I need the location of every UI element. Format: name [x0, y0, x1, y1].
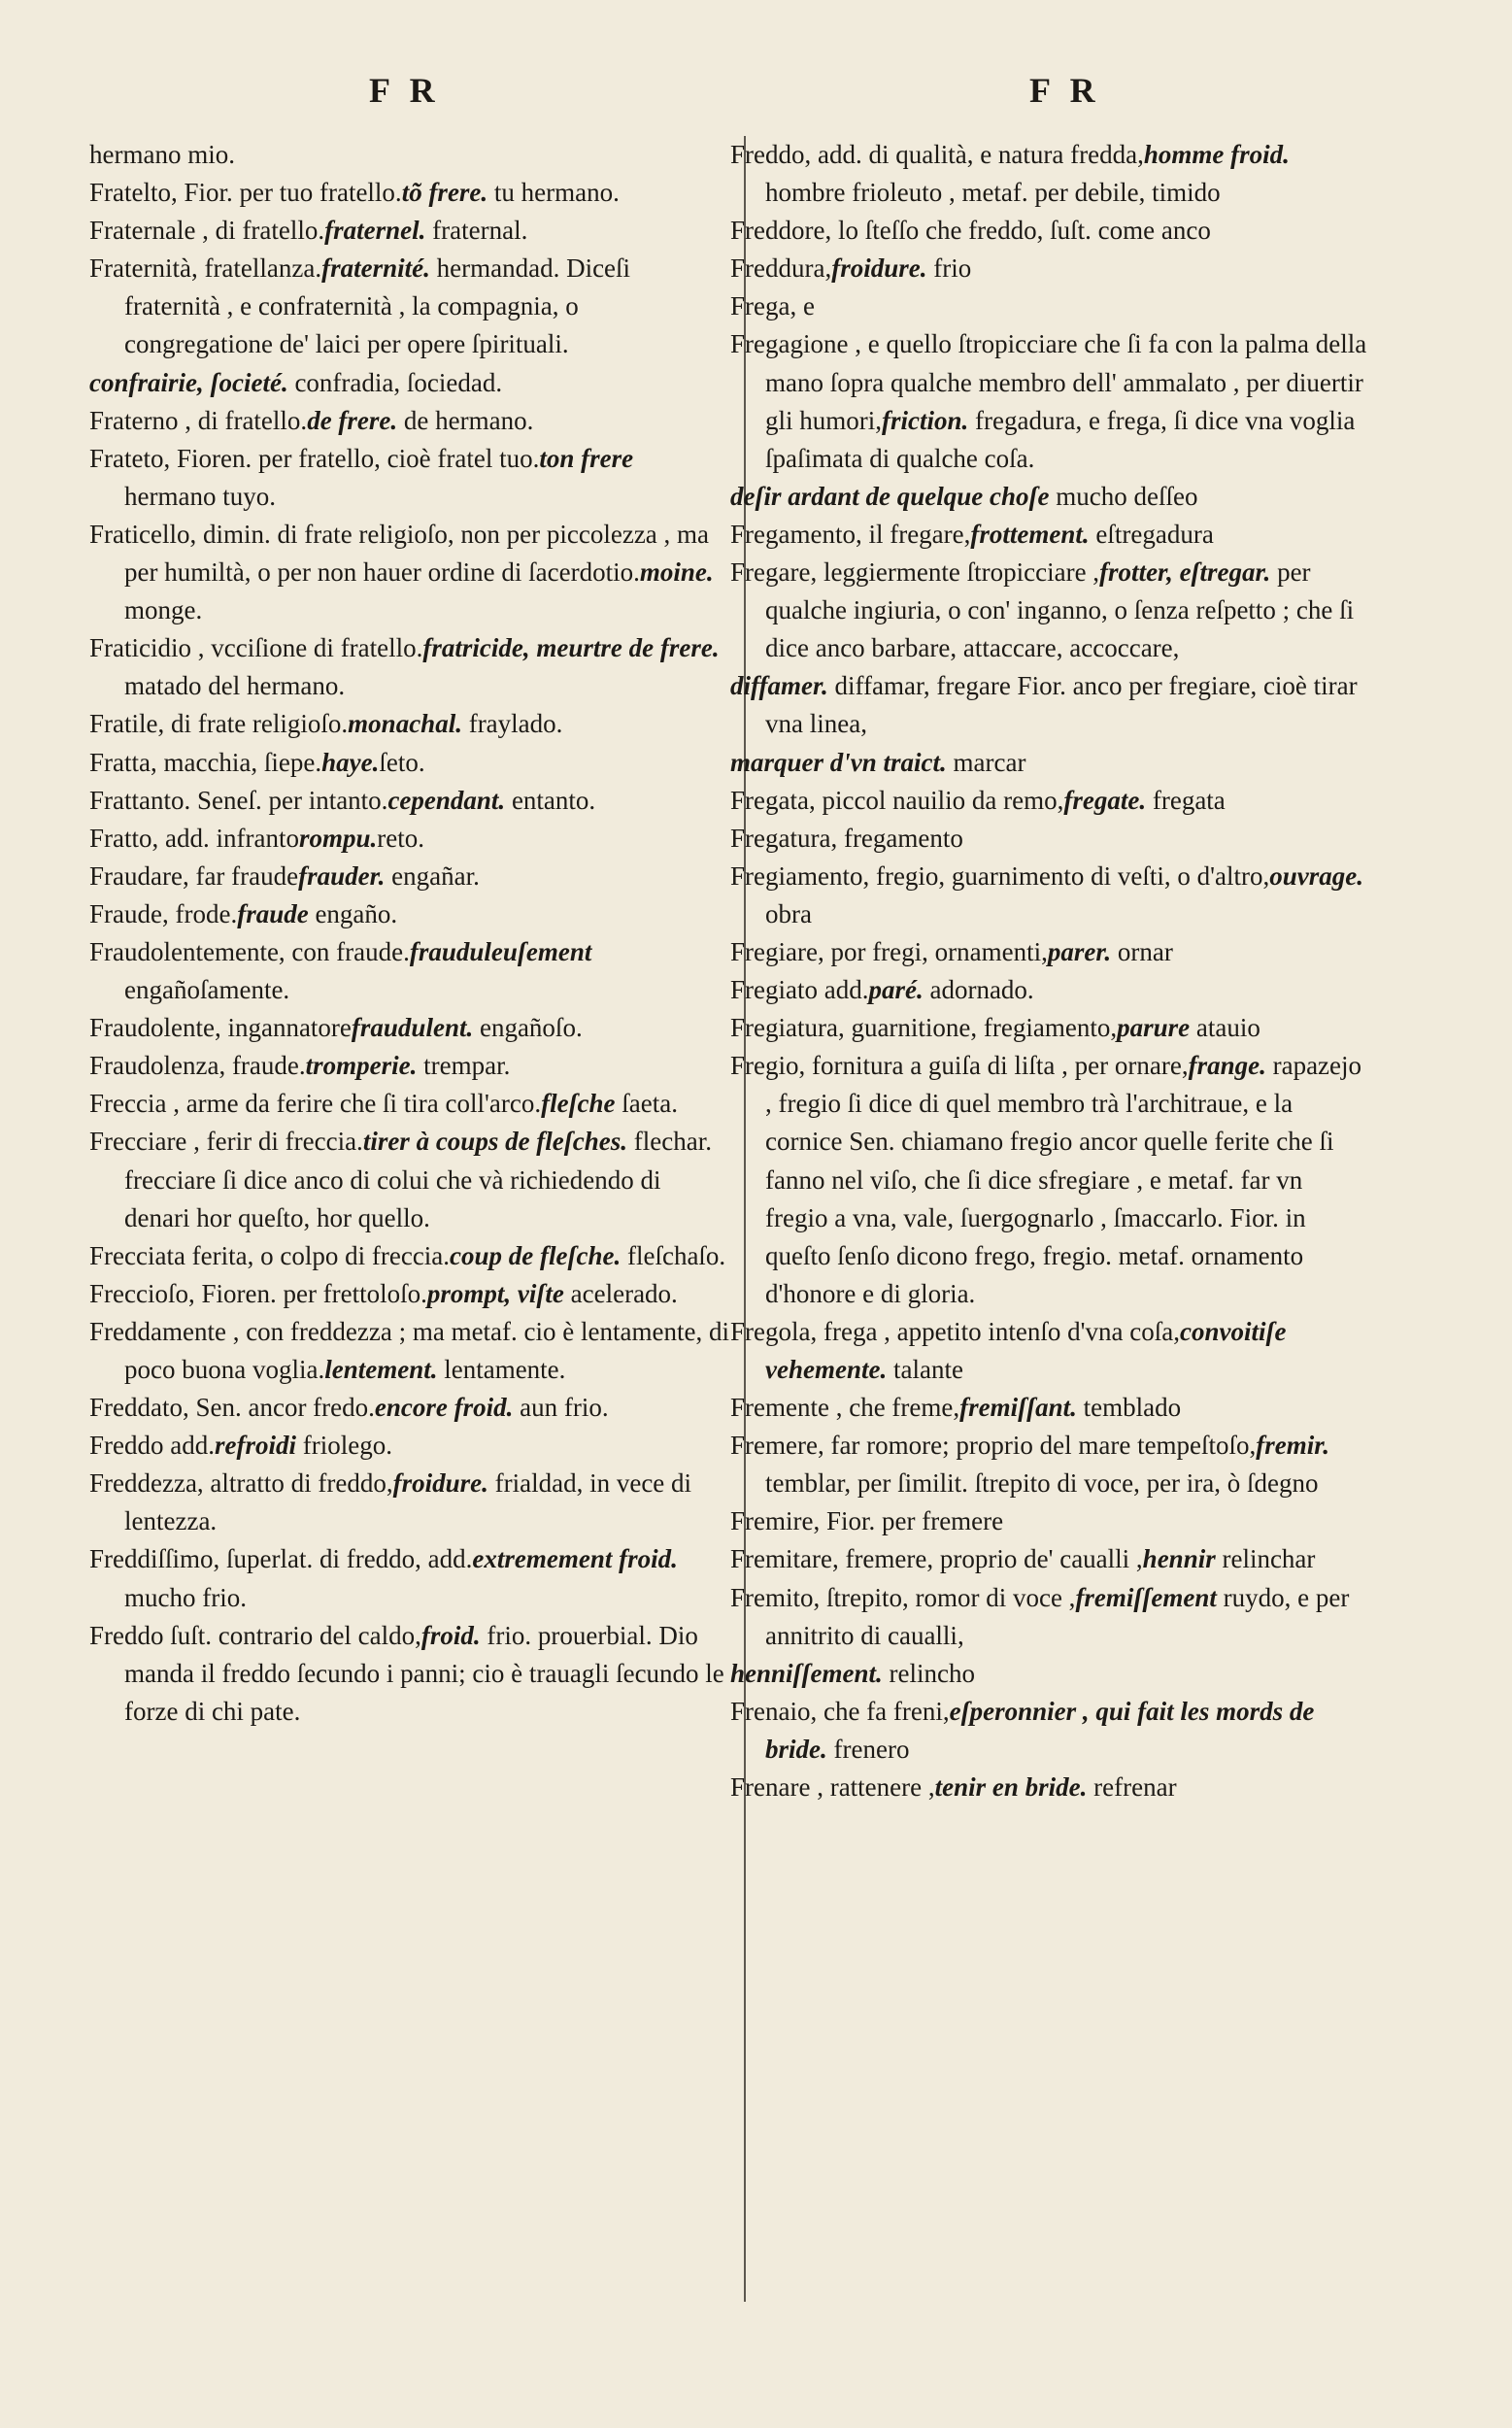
entry-french: cependant. — [387, 785, 506, 815]
entry-spanish: talante — [887, 1355, 963, 1384]
entry-french: frange. — [1188, 1051, 1266, 1081]
entry-spanish: flechar. frecciare ſi dice anco di colui che và richiedendo di denari hor queſto, hor quello. — [124, 1127, 712, 1232]
entry-headword: Freddato, Sen. ancor fredo. — [89, 1393, 375, 1423]
entry-french: fremiſſement — [1075, 1582, 1217, 1612]
entry-spanish: mucho frio. — [124, 1582, 247, 1612]
entry-french: moine. — [639, 557, 714, 588]
running-header-right: F R — [1029, 71, 1101, 110]
entry-spanish: refrenar — [1087, 1772, 1177, 1803]
entry-headword: Fraudolenza, fraude. — [89, 1051, 306, 1081]
dictionary-entry — [730, 1502, 1367, 1540]
entry-spanish: hermano tuyo. — [124, 481, 276, 511]
entry-headword: Fregola, frega , appetito intenſo d'vna coſa, — [730, 1316, 1180, 1346]
dictionary-entry — [89, 136, 730, 174]
entry-headword: Freccia , arme da ferire che ſi tira coll'arco. — [89, 1089, 542, 1119]
entry-headword: Fremere, far romore; proprio del mare tempeſtoſo, — [730, 1431, 1257, 1461]
entry-spanish: engañar. — [385, 860, 480, 891]
dictionary-entry — [730, 554, 1367, 667]
entry-headword: Fremire, Fior. per fremere — [730, 1506, 1004, 1536]
dictionary-entry — [89, 1085, 730, 1123]
dictionary-entry — [89, 402, 730, 440]
dictionary-entry — [89, 1389, 730, 1427]
entry-french: extremement froid. — [472, 1544, 678, 1574]
entry-headword: Fremitare, fremere, proprio de' caualli , — [730, 1544, 1143, 1574]
entry-headword: Freddo add. — [89, 1431, 215, 1461]
entry-spanish: mucho deſſeo — [1049, 481, 1198, 511]
dictionary-entry — [89, 174, 730, 212]
entry-french: fraternel. — [324, 216, 426, 246]
entry-french: ton frere — [539, 443, 634, 473]
entry-spanish: obra — [765, 898, 812, 928]
dictionary-entry — [89, 212, 730, 250]
entry-french: refroidi — [214, 1431, 296, 1461]
entry-headword: Fregio, fornitura a guiſa di liſta , per ornare, — [730, 1051, 1189, 1081]
entry-headword: Fregiamento, fregio, guarnimento di veſti, o d'altro, — [730, 860, 1270, 891]
entry-spanish: ornar — [1111, 936, 1173, 966]
entry-headword: Fraticello, dimin. di frate religioſo, non per piccolezza , ma per humiltà, o per non hauer ordine di ſacerdotio. — [89, 519, 710, 588]
entry-french: de frere. — [307, 405, 398, 435]
entry-headword: Fratile, di frate religioſo. — [89, 709, 349, 739]
entry-french: henniſſement. — [730, 1658, 883, 1688]
entry-spanish: relincho — [882, 1658, 975, 1688]
dictionary-entry — [730, 971, 1367, 1009]
dictionary-entry — [89, 895, 730, 933]
dictionary-entry — [730, 858, 1367, 933]
entry-french: parure — [1117, 1013, 1191, 1043]
entry-french: encore froid. — [374, 1393, 514, 1423]
entry-french: haye. — [321, 747, 380, 777]
entry-headword: Fremito, ſtrepito, romor di voce , — [730, 1582, 1076, 1612]
dictionary-entry — [730, 1655, 1367, 1693]
dictionary-entry — [730, 478, 1367, 516]
dictionary-entry — [730, 744, 1367, 782]
entry-spanish: friolego. — [295, 1431, 392, 1461]
dictionary-entry — [89, 516, 730, 629]
dictionary-entry — [89, 705, 730, 743]
entry-headword: Freddore, lo ſteſſo che freddo, ſuſt. come anco — [730, 216, 1211, 246]
entry-french: froid. — [420, 1620, 481, 1650]
entry-spanish: hombre frioleuto , metaf. per debile, timido — [765, 178, 1221, 208]
entry-french: tõ frere. — [401, 178, 488, 208]
entry-spanish: eſtregadura — [1089, 519, 1214, 549]
dictionary-entry — [89, 364, 730, 402]
entry-spanish: frio — [926, 253, 972, 284]
entry-spanish: frenero — [826, 1734, 910, 1764]
entry-headword: Freddo, add. di qualità, e natura fredda, — [730, 140, 1144, 169]
entry-spanish: fraylado. — [461, 709, 563, 739]
entry-french: homme froid. — [1143, 140, 1290, 169]
entry-headword: Fregatura, fregamento — [730, 823, 963, 853]
dictionary-entry — [89, 1275, 730, 1313]
dictionary-entry — [89, 820, 730, 858]
entry-spanish: engañoſo. — [473, 1013, 583, 1043]
entry-french: fremiſſant. — [959, 1393, 1077, 1423]
dictionary-entry — [730, 1579, 1367, 1655]
entry-headword: Fratto, add. infranto — [89, 823, 299, 853]
entry-french: fregate. — [1063, 785, 1147, 815]
entry-french: frotter, eſtregar. — [1099, 557, 1271, 588]
entry-spanish: engaño. — [308, 898, 398, 928]
entry-french: monachal. — [348, 709, 462, 739]
dictionary-entry — [89, 440, 730, 516]
entry-french: lentement. — [324, 1355, 438, 1384]
dictionary-entry — [730, 250, 1367, 287]
entry-headword: Fraudare, far fraude — [89, 860, 299, 891]
entry-headword: Freddura, — [730, 253, 832, 284]
entry-headword: Fraticidio , vcciſione di fratello. — [89, 633, 423, 663]
entry-headword: hermano mio. — [89, 140, 235, 169]
entry-spanish: relinchar — [1215, 1544, 1316, 1574]
entry-headword: Fraternale , di fratello. — [89, 216, 325, 246]
entry-spanish: acelerado. — [563, 1278, 678, 1308]
entry-french: froidure. — [392, 1468, 488, 1499]
entry-headword: Fregiato add. — [730, 975, 869, 1005]
dictionary-entry — [730, 667, 1367, 743]
entry-spanish: frialdad, in vece di lentezza. — [124, 1468, 692, 1536]
entry-spanish: ſeto. — [379, 747, 425, 777]
entry-spanish: monge. — [124, 595, 203, 625]
entry-french: frauduleuſement — [409, 936, 592, 966]
entry-spanish: fregata — [1146, 785, 1226, 815]
dictionary-entry — [89, 782, 730, 820]
entry-headword: Frenaio, che fa freni, — [730, 1696, 950, 1726]
entry-headword: Freddiſſimo, ſuperlat. di freddo, add. — [89, 1544, 473, 1574]
dictionary-entry — [730, 782, 1367, 820]
entry-spanish: ruydo, e per annitrito di caualli, — [765, 1582, 1350, 1650]
dictionary-entry — [730, 1389, 1367, 1427]
entry-french: coup de fleſche. — [450, 1240, 622, 1270]
entry-spanish: aun frio. — [513, 1393, 609, 1423]
dictionary-entry — [730, 820, 1367, 858]
entry-spanish: lentamente. — [437, 1355, 566, 1384]
entry-spanish: fraternal. — [425, 216, 528, 246]
entry-french: froidure. — [831, 253, 927, 284]
entry-headword: Fratta, macchia, ſiepe. — [89, 747, 322, 777]
entry-headword: Fremente , che freme, — [730, 1393, 960, 1423]
entry-spanish: trempar. — [417, 1051, 511, 1081]
dictionary-entry — [730, 212, 1367, 250]
entry-spanish: temblado — [1076, 1393, 1182, 1423]
entry-spanish: fregadura, e frega, ſi dice vna voglia ſpaſimata di qualche coſa. — [765, 405, 1356, 473]
entry-french: fraudulent. — [351, 1013, 474, 1043]
entry-french: confrairie, ſocieté. — [89, 367, 288, 397]
dictionary-entry — [730, 1540, 1367, 1578]
entry-headword: Frateto, Fioren. per fratello, cioè fratel tuo. — [89, 443, 540, 473]
entry-headword: Freddezza, altratto di freddo, — [89, 1468, 393, 1499]
entry-spanish: reto. — [377, 823, 424, 853]
entry-headword: Fregiare, por fregi, ornamenti, — [730, 936, 1048, 966]
dictionary-entry — [89, 1617, 730, 1731]
entry-french: diffamer. — [730, 671, 828, 701]
entry-headword: Freddamente , con freddezza ; ma metaf. cio è lentamente, di poco buona voglia. — [89, 1316, 729, 1384]
entry-headword: Fratelto, Fior. per tuo fratello. — [89, 178, 402, 208]
entry-headword: Fraudolente, ingannatore — [89, 1013, 352, 1043]
entry-french: eſperonnier , qui fait les mords de bride. — [765, 1696, 1315, 1764]
dictionary-entry — [730, 516, 1367, 554]
entry-headword: Frega, e — [730, 291, 815, 321]
entry-spanish: tu hermano. — [487, 178, 620, 208]
entry-french: fremir. — [1256, 1431, 1330, 1461]
entry-spanish: adornado. — [923, 975, 1034, 1005]
entry-french: prompt, viſte — [426, 1278, 564, 1308]
entry-spanish: diffamar, fregare Fior. anco per fregiare, cioè tirar vna linea, — [765, 671, 1358, 739]
dictionary-entry — [89, 250, 730, 363]
entry-headword: Freddo ſuſt. contrario del caldo, — [89, 1620, 421, 1650]
running-header-left: F R — [369, 71, 441, 110]
dictionary-entry — [730, 1769, 1367, 1806]
right-column — [730, 136, 1367, 1806]
entry-french: paré. — [868, 975, 924, 1005]
dictionary-entry — [89, 1123, 730, 1236]
entry-spanish: ſaeta. — [615, 1089, 679, 1119]
dictionary-entry — [89, 744, 730, 782]
entry-spanish: entanto. — [505, 785, 596, 815]
dictionary-entry — [730, 1693, 1367, 1769]
entry-french: hennir — [1142, 1544, 1216, 1574]
dictionary-entry — [89, 1047, 730, 1085]
entry-headword: Frattanto. Seneſ. per intanto. — [89, 785, 388, 815]
dictionary-entry — [89, 858, 730, 895]
entry-headword: Frenare , rattenere , — [730, 1772, 935, 1803]
dictionary-entry — [89, 1465, 730, 1540]
dictionary-entry — [89, 1427, 730, 1465]
entry-headword: Fregiatura, guarnitione, fregiamento, — [730, 1013, 1118, 1043]
entry-headword: Fraude, frode. — [89, 898, 238, 928]
entry-spanish: confradia, ſociedad. — [287, 367, 503, 397]
entry-spanish: de hermano. — [397, 405, 534, 435]
dictionary-entry — [730, 1047, 1367, 1313]
entry-french: tirer à coups de fleſches. — [362, 1127, 628, 1157]
entry-french: fraternité. — [321, 253, 430, 284]
entry-french: convoitiſe vehemente. — [765, 1316, 1287, 1384]
entry-french: frauder. — [298, 860, 386, 891]
entry-french: frottement. — [970, 519, 1090, 549]
dictionary-entry — [730, 1313, 1367, 1389]
dictionary-entry — [89, 1540, 730, 1616]
entry-headword: Freccioſo, Fioren. per frettoloſo. — [89, 1278, 427, 1308]
entry-headword: Fregagione , e quello ſtropicciare che ſi fa con la palma della mano ſopra qualche membro dell' ammalato , per diuertir gli humori, — [730, 329, 1367, 435]
entry-french: fraude — [237, 898, 309, 928]
entry-french: fratricide, meurtre de frere. — [422, 633, 720, 663]
entry-french: rompu. — [298, 823, 378, 853]
entry-french: tenir en bride. — [934, 1772, 1088, 1803]
dictionary-entry — [89, 1009, 730, 1047]
entry-spanish: marcar — [946, 747, 1026, 777]
dictionary-entry — [730, 933, 1367, 971]
left-column — [89, 136, 730, 1731]
dictionary-entry — [730, 1427, 1367, 1502]
entry-spanish: atauio — [1190, 1013, 1260, 1043]
dictionary-entry — [89, 629, 730, 705]
entry-headword: Fregamento, il fregare, — [730, 519, 971, 549]
entry-spanish: rapazejo , fregio ſi dice di quel membro trà l'architraue, e la cornice Sen. chiamano fregio ancor quelle ferite che ſi fanno nel viſo, che ſi dice sfregiare , e metaf. far vn fregio a vna, vale, ſuergognarlo , ſmaccarlo. Fior. in queſto ſenſo dicono frego, fregio. metaf. ornamento d'honore e di gloria. — [765, 1051, 1362, 1308]
entry-headword: Frecciare , ferir di freccia. — [89, 1127, 363, 1157]
entry-spanish: matado del hermano. — [124, 671, 346, 701]
entry-french: friction. — [882, 405, 969, 435]
entry-french: ouvrage. — [1269, 860, 1363, 891]
entry-french: deſir ardant de quelque choſe — [730, 481, 1050, 511]
dictionary-entry — [730, 136, 1367, 212]
entry-headword: Fraternità, fratellanza. — [89, 253, 322, 284]
dictionary-entry — [89, 1237, 730, 1275]
entry-spanish: temblar, per ſimilit. ſtrepito di voce, per ira, ò ſdegno — [765, 1468, 1319, 1499]
dictionary-entry — [89, 933, 730, 1009]
entry-french: marquer d'vn traict. — [730, 747, 947, 777]
entry-headword: Fregare, leggiermente ſtropicciare , — [730, 557, 1100, 588]
dictionary-entry — [730, 287, 1367, 325]
entry-spanish: frio. prouerbial. Dio manda il freddo ſecundo i panni; cio è trauagli ſecundo le forze di chi pate. — [124, 1620, 724, 1726]
entry-french: fleſche — [541, 1089, 616, 1119]
entry-headword: Fregata, piccol nauilio da remo, — [730, 785, 1064, 815]
entry-spanish: per qualche ingiuria, o con' inganno, o ſenza reſpetto ; che ſi dice anco barbare, attaccare, accoccare, — [765, 557, 1355, 663]
dictionary-entry — [730, 325, 1367, 477]
entry-french: parer. — [1047, 936, 1112, 966]
entry-headword: Frecciata ferita, o colpo di freccia. — [89, 1240, 451, 1270]
entry-headword: Fraterno , di fratello. — [89, 405, 308, 435]
entry-french: tromperie. — [305, 1051, 418, 1081]
dictionary-entry — [730, 1009, 1367, 1047]
entry-spanish: fleſchaſo. — [621, 1240, 726, 1270]
entry-spanish: hermandad. Diceſi fraternità , e confraternità , la compagnia, o congregatione de' laici per opere ſpirituali. — [124, 253, 631, 359]
entry-headword: Fraudolentemente, con fraude. — [89, 936, 410, 966]
entry-spanish: engañoſamente. — [124, 975, 290, 1005]
dictionary-entry — [89, 1313, 730, 1389]
